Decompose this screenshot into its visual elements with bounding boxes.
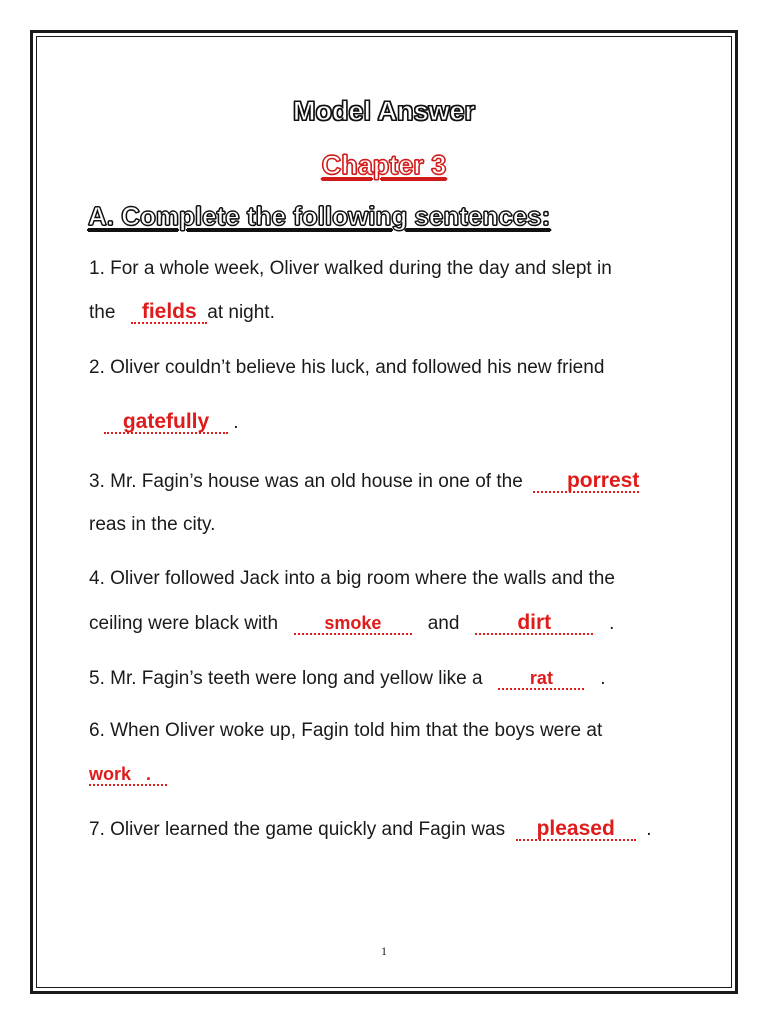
sentence-4-pre: ceiling were black with (89, 613, 279, 634)
sentence-3-line-1 (89, 470, 639, 494)
sentence-1-post: at night. (207, 302, 275, 323)
sentence-2-line-2 (104, 411, 239, 435)
sentence-7-line (89, 818, 652, 842)
sentence-2-line-1: 2. Oliver couldn’t believe his luck, and followed his new friend (89, 357, 605, 378)
section-heading (88, 201, 550, 232)
section-heading-text: A. Complete the following sentences: (88, 201, 551, 231)
sentence-6-line-1: 6. When Oliver woke up, Fagin told him that the boys were at (89, 720, 603, 741)
chapter-heading (0, 150, 768, 181)
sentence-5-answer: rat (498, 668, 584, 690)
sentence-6-post: . (146, 764, 152, 784)
sentence-4-line-1: 4. Oliver followed Jack into a big room where the walls and the (89, 568, 615, 589)
sentence-6-answer-word: work (89, 764, 132, 784)
sentence-1-answer: fields (131, 302, 207, 324)
chapter-heading-text: Chapter 3 (321, 150, 447, 180)
sentence-1-line-1: 1. For a whole week, Oliver walked during the day and slept in (89, 258, 612, 279)
sentence-5-pre: 5. Mr. Fagin’s teeth were long and yellow like a (89, 668, 483, 689)
sentence-2-post: . (233, 412, 239, 433)
sentence-4-mid: and (427, 613, 460, 634)
page-title: Model Answer (292, 96, 476, 126)
sentence-4-post: . (609, 613, 615, 634)
sentence-1-pre: the (89, 302, 116, 323)
sentence-5-line (89, 667, 606, 691)
sentence-7-post: . (646, 819, 652, 840)
sentence-7-pre: 7. Oliver learned the game quickly and Fagin was (89, 819, 506, 840)
sentence-4-line-2 (89, 612, 614, 636)
page-number: 1 (381, 944, 387, 958)
sentence-3-pre: 3. Mr. Fagin’s house was an old house in one of the (89, 471, 523, 492)
sentence-5-post: . (600, 668, 606, 689)
sentence-6-line-2 (89, 763, 167, 787)
sentence-7-answer: pleased (516, 819, 636, 841)
sentence-3-line-2: reas in the city. (89, 514, 216, 535)
sentence-4-answer-2: dirt (475, 613, 593, 635)
sentence-6-answer (89, 764, 167, 786)
sentence-1-line-2 (89, 301, 275, 325)
sentence-2-answer: gatefully (104, 412, 228, 434)
sentence-3-answer: porrest (533, 471, 639, 493)
sentence-4-answer-1: smoke (294, 613, 412, 635)
